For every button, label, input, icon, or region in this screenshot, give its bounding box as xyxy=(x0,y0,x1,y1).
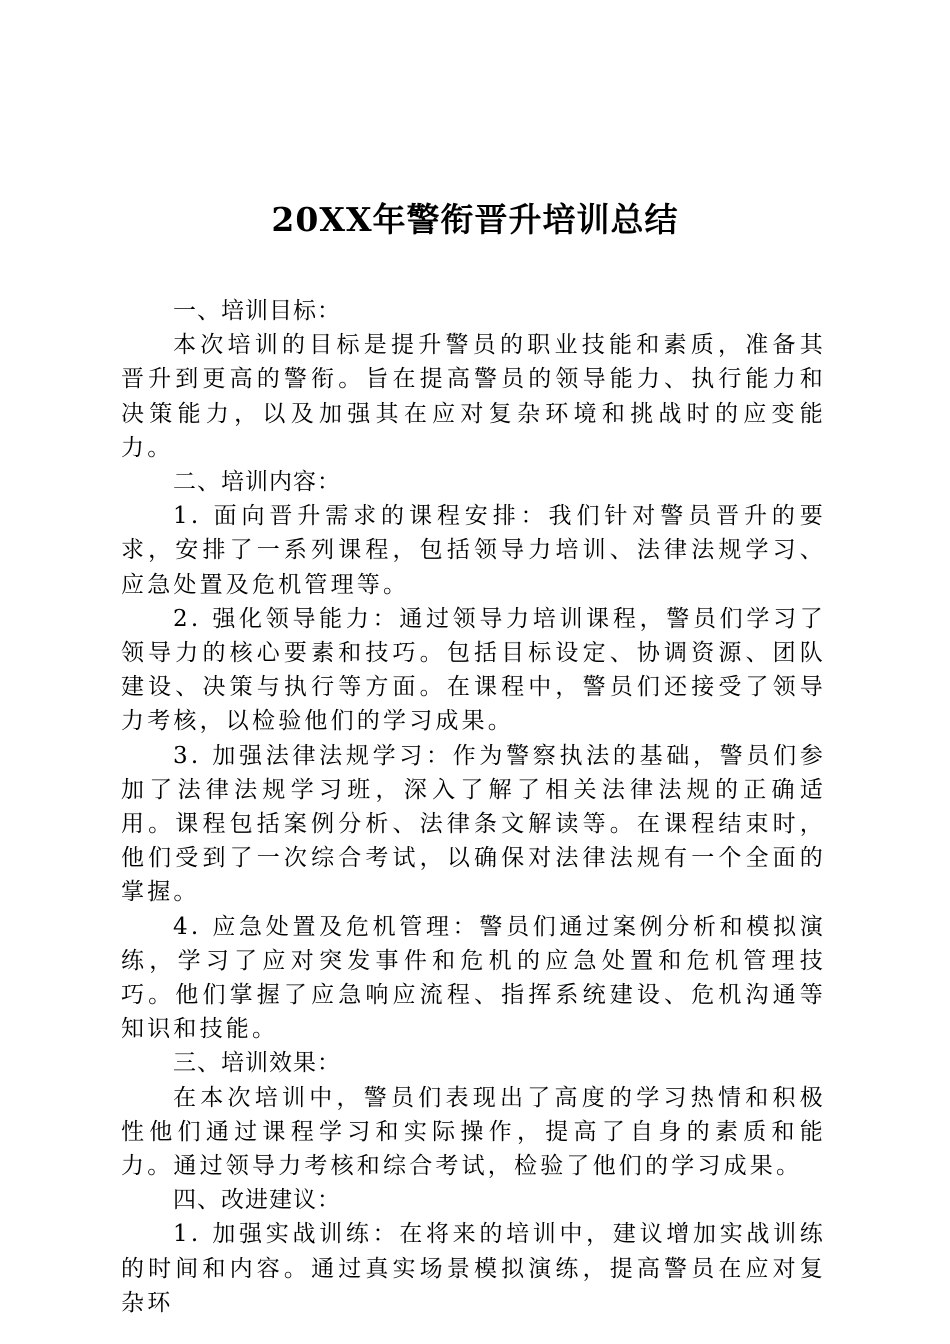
paragraph-effects: 在本次培训中，警员们表现出了高度的学习热情和积极性他们通过课程学习和实际操作，提高了自身的素质和能力。通过领导力考核和综合考试，检验了他们的学习成果。 xyxy=(121,1084,826,1180)
paragraph-suggestion-1: 1. 加强实战训练：在将来的培训中，建议增加实战训练的时间和内容。通过真实场景模拟演练，提高警员在应对复杂环 xyxy=(121,1221,826,1316)
section-heading-effects: 三、培训效果： xyxy=(173,1050,341,1077)
paragraph-goals: 本次培训的目标是提升警员的职业技能和素质，准备其晋升到更高的警衔。旨在提高警员的领导能力、执行能力和决策能力，以及加强其在应对复杂环境和挑战时的应变能力。 xyxy=(121,332,826,461)
paragraph-content-1: 1. 面向晋升需求的课程安排：我们针对警员晋升的要求，安排了一系列课程，包括领导力培训、法律法规学习、应急处置及危机管理等。 xyxy=(121,503,826,598)
paragraph-content-2: 2. 强化领导能力：通过领导力培训课程，警员们学习了领导力的核心要素和技巧。包括目标设定、协调资源、团队建设、决策与执行等方面。在课程中，警员们还接受了领导力考核，以检验他们的学习成果。 xyxy=(121,605,826,735)
section-heading-suggestions: 四、改进建议： xyxy=(173,1187,341,1214)
section-heading-content: 二、培训内容： xyxy=(173,469,341,496)
paragraph-content-3: 3. 加强法律法规学习：作为警察执法的基础，警员们参加了法律法规学习班，深入了解了相关法律法规的正确适用。课程包括案例分析、法律条文解读等。在课程结束时，他们受到了一次综合考试，以确保对法律法规有一个全面的掌握。 xyxy=(121,742,826,906)
document-title: 20XX年警衔晋升培训总结 xyxy=(271,200,679,239)
paragraph-content-4: 4. 应急处置及危机管理：警员们通过案例分析和模拟演练，学习了应对突发事件和危机的应急处置和危机管理技巧。他们掌握了应急响应流程、指挥系统建设、危机沟通等知识和技能。 xyxy=(121,913,826,1043)
document-body xyxy=(121,294,826,1320)
section-heading-goals: 一、培训目标： xyxy=(173,298,341,324)
